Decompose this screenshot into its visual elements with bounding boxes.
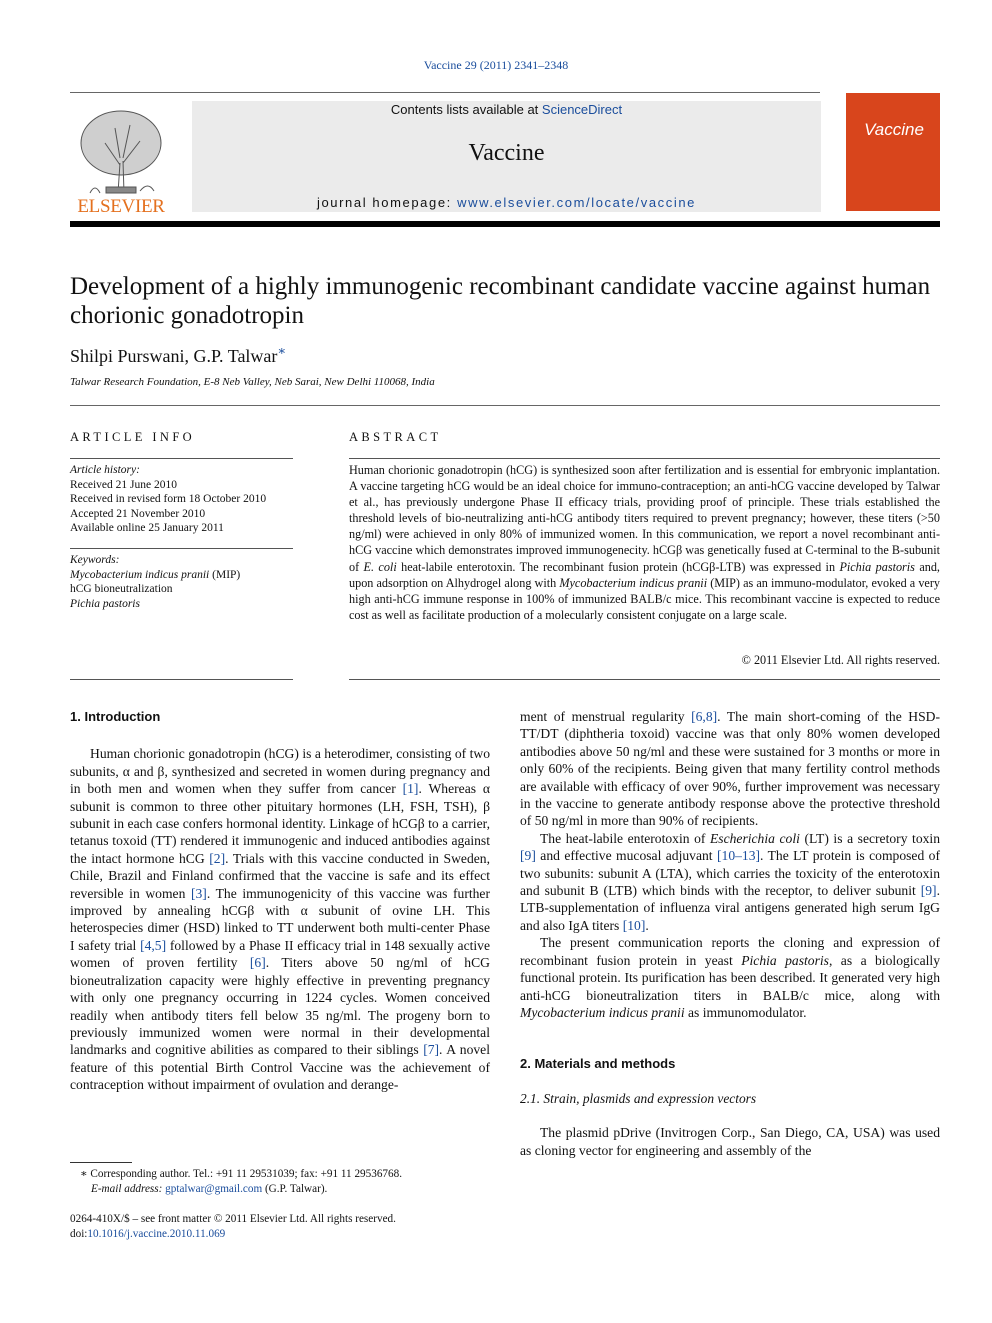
abstract-heading: ABSTRACT bbox=[349, 430, 442, 444]
homepage-link[interactable]: www.elsevier.com/locate/vaccine bbox=[457, 195, 696, 210]
corresponding-author-mark[interactable]: ∗ bbox=[277, 343, 287, 358]
doi-label: doi: bbox=[70, 1227, 88, 1240]
article-title: Development of a highly immunogenic recombinant candidate vaccine against human chorionic gonadotropin bbox=[70, 273, 931, 329]
contents-prefix: Contents lists available at bbox=[390, 102, 542, 117]
keyword-item bbox=[70, 568, 293, 583]
subsection-heading: 2.1. Strain, plasmids and expression vectors bbox=[520, 1090, 757, 1106]
email-label: E-mail address: bbox=[91, 1182, 166, 1195]
history-item: Available online 25 January 2011 bbox=[70, 522, 224, 534]
footnote-rule bbox=[70, 1162, 132, 1163]
keyword-item: Pichia pastoris bbox=[70, 597, 140, 610]
issn-doi bbox=[70, 1212, 490, 1241]
keywords-label: Keywords: bbox=[70, 554, 120, 566]
journal-homepage bbox=[192, 195, 821, 210]
elsevier-wordmark: ELSEVIER bbox=[77, 196, 165, 217]
reference-link[interactable]: [2] bbox=[209, 850, 226, 866]
section-heading-introduction: 1. Introduction bbox=[70, 709, 161, 724]
reference-link[interactable]: [4,5] bbox=[140, 937, 167, 953]
reference-link[interactable]: [7] bbox=[423, 1042, 440, 1058]
reference-link[interactable]: [1] bbox=[402, 781, 419, 797]
reference-link[interactable]: [6] bbox=[249, 955, 266, 971]
header-rule bbox=[70, 92, 820, 93]
contents-line bbox=[192, 102, 821, 117]
reference-link[interactable]: [10] bbox=[622, 917, 646, 933]
reference-link[interactable]: [9] bbox=[520, 848, 536, 864]
divider bbox=[70, 548, 293, 549]
divider bbox=[349, 679, 940, 680]
doi-link[interactable]: 10.1016/j.vaccine.2010.11.069 bbox=[87, 1227, 226, 1240]
reference-link[interactable]: [10–13] bbox=[717, 848, 761, 864]
intro-paragraph: The present communication reports the cloning and expression of recombinant fusion protein in yeast Pichia pastoris, as a biologically functional protein. Its purification has been described. It generated very high anti-hCG bioneutralization titers in BALB/c mice, along with Mycobacterium indicus pranii as immunomodulator. bbox=[520, 935, 940, 1020]
article-info-heading: ARTICLE INFO bbox=[70, 430, 196, 444]
intro-paragraph: The heat-labile enterotoxin of Escherichia coli (LT) is a secretory toxin [9] and effective mucosal adjuvant [10–13]. The LT protein is composed of two subunits: subunit A (LTA), which carries the toxicity of the enterotoxin and subunit B (LTB) which binds with the receptor, to deliver subunit [9]. LTB-supplementation of influenza viral antigens generated high serum IgG and also IgA titers [10]. bbox=[520, 830, 940, 933]
reference-link[interactable]: [3] bbox=[190, 885, 207, 901]
issn-line: 0264-410X/$ – see front matter © 2011 Elsevier Ltd. All rights reserved. bbox=[70, 1213, 396, 1225]
divider bbox=[70, 679, 293, 680]
affiliation: Talwar Research Foundation, E-8 Neb Valley, Neb Sarai, New Delhi 110068, India bbox=[70, 376, 435, 388]
keyword-italic: Mycobacterium indicus pranii bbox=[70, 568, 210, 581]
history-label: Article history: bbox=[70, 464, 140, 476]
journal-cover-image[interactable] bbox=[846, 93, 940, 211]
methods-paragraph: The plasmid pDrive (Invitrogen Corp., San Diego, CA, USA) was used as cloning vector for engineering and assembly of the bbox=[520, 1125, 940, 1158]
reference-link[interactable]: [9] bbox=[920, 883, 937, 899]
intro-paragraph: Human chorionic gonadotropin (hCG) is a heterodimer, consisting of two subunits, α and β, synthesized and secreted in women during pregnancy and in both men and women when they suffer from cancer [1]. Whereas α subunit is common to three other pituitary hormones (LH, FSH, TSH), β subunit in each case confers hormonal identity. Linkage of hCGβ to a carrier, tetanus toxoid (TT) rendered it immunogenic and induced antibodies against the intact hormone hCG [2]. Trials with this vaccine conducted in Sweden, Chile, Brazil and Finland confirmed that the vaccine is safe and its effect reversible in women [3]. The immunogenicity of this vaccine was further improved by annealing hCGβ with α subunit of ovine LH. This heterospecies dimer (HSD) linked to TT underwent both multi-center Phase I safety trial [4,5] followed by a Phase II efficacy trial in 148 sexually active women of proven fertility [6]. Titers above 50 ng/ml of hCG bioneutralization capacity were highly effective in preventing pregnancy with only one pregnancy occurring in 1224 cycles. Women conceived readily when antibody titers fell below 35 ng/ml. The progeny born to previously immunized women were normal in their developmental landmarks and cognitive abilities as compared to their siblings [7]. A novel feature of this potential Birth Control Vaccine was the achievement of contraception without impairment of ovulation and derange- bbox=[70, 746, 490, 1093]
section-heading-methods: 2. Materials and methods bbox=[520, 1056, 676, 1072]
history-item: Received in revised form 18 October 2010 bbox=[70, 493, 267, 505]
divider bbox=[349, 458, 940, 459]
journal-title: Vaccine bbox=[468, 140, 545, 166]
history-item: Accepted 21 November 2010 bbox=[70, 507, 206, 520]
journal-citation-link[interactable]: Vaccine 29 (2011) 2341–2348 bbox=[423, 58, 569, 72]
header-thick-rule bbox=[70, 221, 940, 227]
abstract-copyright: © 2011 Elsevier Ltd. All rights reserved. bbox=[741, 653, 940, 667]
history-item: Received 21 June 2010 bbox=[70, 478, 177, 491]
cover-title: Vaccine bbox=[864, 120, 924, 139]
reference-link[interactable]: [6,8] bbox=[691, 709, 718, 724]
keyword-item: hCG bioneutralization bbox=[70, 583, 173, 595]
author-list bbox=[70, 343, 286, 367]
keyword-rest: (MIP) bbox=[209, 568, 241, 581]
footnote: ∗ Corresponding author. Tel.: +91 11 29531039; fax: +91 11 29536768. E-mail address: gptalwar@gmail.com (G.P. Talwar). bbox=[70, 1167, 490, 1196]
divider bbox=[70, 458, 293, 459]
body-left-column bbox=[70, 708, 490, 1094]
keywords bbox=[70, 553, 293, 611]
email-link[interactable]: gptalwar@gmail.com bbox=[165, 1182, 263, 1195]
divider bbox=[70, 405, 940, 406]
intro-paragraph: ment of menstrual regularity [6,8]. The main short-coming of the HSD-TT/DT (diphtheria toxoid) vaccine was that only 80% women developed antibodies above 50 ng/ml and these were sustained for 3 months or more in only 60% of the recipients. Being given that many fertility control methods are available with efficacy of over 90%, further improvement was necessary in the vaccine to generate antibody response above the protective threshold of 50 ng/ml in more than 90% of recipients. bbox=[520, 709, 940, 829]
article-history bbox=[70, 463, 293, 536]
homepage-prefix: journal homepage: bbox=[316, 195, 458, 210]
sciencedirect-link[interactable]: ScienceDirect bbox=[541, 102, 623, 117]
body-right-column bbox=[520, 708, 940, 1159]
corresponding-author-note: ∗ Corresponding author. Tel.: +91 11 29531039; fax: +91 11 29536768. bbox=[80, 1168, 402, 1180]
abstract-body: Human chorionic gonadotropin (hCG) is synthesized soon after fertilization and is essential for embryonic implantation. A vaccine targeting hCG would be an ideal choice for immuno-contraception; an anti-hCG vaccine developed by Talwar et al., has previously undergone Phase II efficacy trials, providing proof of principle. These trials established the threshold levels of bio-neutralizing anti-hCG antibody titers required to prevent pregnancy; however, these titers (>50 ng/ml) were achieved in only 80% of immunized women. In this communication, we report a novel recombinant anti-hCG vaccine which demonstrates improved immunogenecity. hCGβ was genetically fused at C-terminal to the B-subunit of E. coli heat-labile enterotoxin. The recombinant fusion protein (hCGβ-LTB) was expressed in Pichia pastoris and, upon adsorption on Alhydrogel along with Mycobacterium indicus pranii (MIP) as an immuno-modulator, evoked a very high anti-hCG immune response in 100% of immunized BALB/c mice. This recombinant vaccine is expected to reduce cost as well as facilitate production of a molecularly consistent conjugate on a large scale. bbox=[349, 463, 940, 622]
authors-text: Shilpi Purswani, G.P. Talwar bbox=[70, 346, 278, 366]
